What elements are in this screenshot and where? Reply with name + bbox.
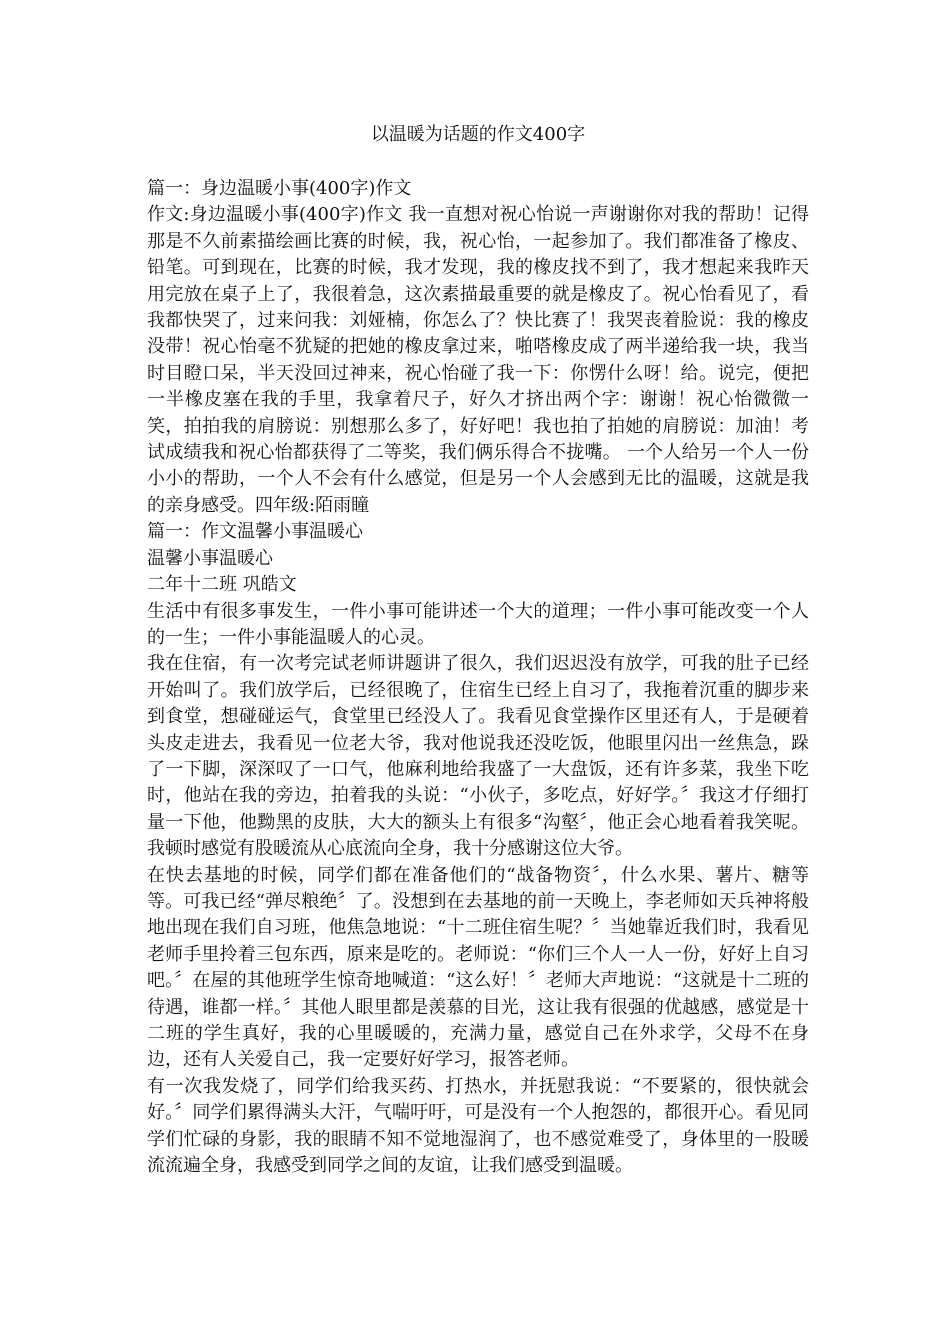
section2-paragraph-1: 生活中有很多事发生，一件小事可能讲述一个大的道理；一件小事可能改变一个人的一生；一件小事能温暖人的心灵。: [147, 600, 809, 648]
section2-author: 二年十二班 巩皓文: [147, 574, 297, 596]
section2-paragraph-3: 在快去基地的时候，同学们都在准备他们的“战备物资〞，什么水果、薯片、糖等等。可我已经“弹尽粮绝〞了。没想到在去基地的前一天晚上，李老师如天兵神将般地出现在我们自习班，他焦急地说：“十二班住宿生呢？〞当她靠近我们时，我看见老师手里拎着三包东西，原来是吃的。老师说：“你们三个人一人一份，好好上自习吧。〞在屋的其他班学生惊奇地喊道：“这么好！〞老师大声地说：“这就是十二班的待遇，谁都一样。〞其他人眼里都是羡慕的目光，这让我有很强的优越感，感觉是十二班的学生真好，我的心里暖暖的，充满力量，感觉自己在外求学，父母不在身边，还有人关爱自己，我一定要好好学习，报答老师。: [147, 864, 809, 1071]
document-title: 以温暖为话题的作文400字: [370, 124, 586, 145]
section2-heading: 篇一：作文温馨小事温暖心: [147, 521, 363, 543]
section1-body: 作文:身边温暖小事(400字)作文 我一直想对祝心怡说一声谢谢你对我的帮助！记得那是不久前素描绘画比赛的时候，我，祝心怡，一起参加了。我们都准备了橡皮、铅笔。可到现在，比赛的时候，我才发现，我的橡皮找不到了，我才想起来我昨天用完放在桌子上了，我很着急，这次素描最重要的就是橡皮了。祝心怡看见了，看我都快哭了，过来问我：刘娅楠，你怎么了？快比赛了！我哭丧着脸说：我的橡皮没带！祝心怡毫不犹疑的把她的橡皮拿过来，啪嗒橡皮成了两半递给我一块，我当时目瞪口呆，半天没回过神来，祝心怡碰了我一下：你愣什么呀！给。说完，便把一半橡皮塞在我的手里，我拿着尺子，好久才挤出两个字：谢谢！祝心怡微微一笑，拍拍我的肩膀说：别想那么多了，好好吧！我也拍了拍她的肩膀说：加油！考试成绩我和祝心怡都获得了二等奖，我们俩乐得合不拢嘴。 一个人给另一个人一份小小的帮助，一个人不会有什么感觉，但是另一个人会感到无比的温暖，这就是我的亲身感受。四年级:陌雨瞳: [147, 204, 809, 516]
section2-paragraph-2: 我在住宿，有一次考完试老师讲题讲了很久，我们迟迟没有放学，可我的肚子已经开始叫了。我们放学后，已经很晚了，住宿生已经上自习了，我拖着沉重的脚步来到食堂，想碰碰运气，食堂里已经没人了。我看见食堂操作区里还有人，于是硬着头皮走进去，我看见一位老大爷，我对他说我还没吃饭，他眼里闪出一丝焦急，跺了一下脚，深深叹了一口气，他麻利地给我盛了一大盘饭，还有许多菜，我坐下吃时，他站在我的旁边，拍着我的头说：“小伙子，多吃点，好好学。〞我这才仔细打量一下他，他黝黑的皮肤，大大的额头上有很多“沟壑〞，他正会心地看着我笑呢。我顿时感觉有股暖流从心底流向全身，我十分感谢这位大爷。: [147, 653, 809, 860]
section2-paragraph-4: 有一次我发烧了，同学们给我买药、打热水，并抚慰我说：“不要紧的，很快就会好。〞同学们累得满头大汗，气喘吁吁，可是没有一个人抱怨的，都很开心。看见同学们忙碌的身影，我的眼睛不知不觉地湿润了，也不感觉难受了，身体里的一股暖流流遍全身，我感受到同学之间的友谊，让我们感受到温暖。: [147, 1075, 809, 1177]
section1-heading: 篇一：身边温暖小事(400字)作文: [147, 178, 412, 199]
section2-subtitle: 温馨小事温暖心: [147, 547, 273, 569]
document-page: [147, 122, 809, 1179]
